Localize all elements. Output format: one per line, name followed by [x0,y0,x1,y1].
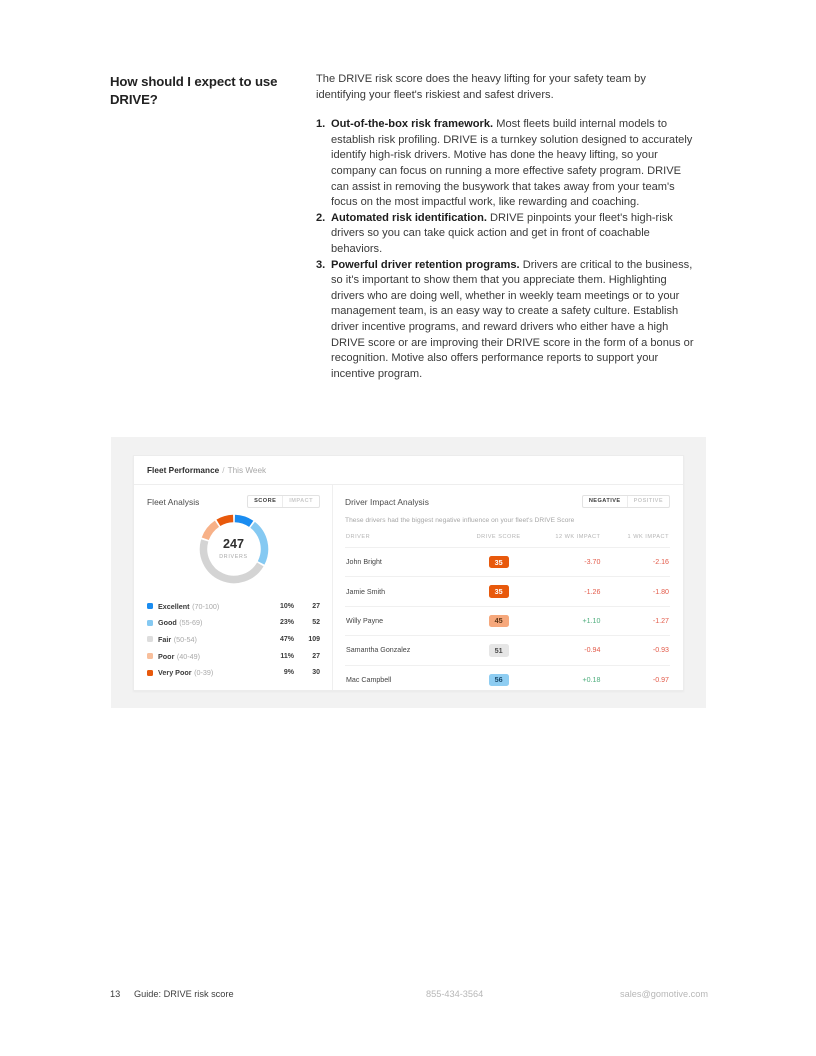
negative-positive-toggle[interactable] [582,495,670,509]
point-text: Drivers are critical to the business, so it's important to show them that you appreciate them. Highlighting drivers who are doing well, whether in weekly team meetings or to your management team, is an easy way to create a safety culture. Establish driver incentive programs, and reward drivers who either have a high DRIVE score or are improving their DRIVE score in the form of a bonus or recognition. Motive also offers performance reports to support your incentive program. [331,258,694,380]
legend-label: Excellent [158,601,190,611]
cell-drive-score [464,636,533,665]
cell-driver-name: Samantha Gonzalez [345,636,464,665]
article-heading: How should I expect to use DRIVE? [110,74,278,107]
cell-drive-score [464,606,533,635]
legend-percent: 23% [279,619,294,627]
cell-driver-name: Willy Payne [345,606,464,635]
page-footer [110,989,708,999]
driver-impact-header [345,495,670,508]
toggle-option-positive[interactable]: POSITIVE [627,496,669,508]
article-section [110,72,694,382]
point-text: DRIVE pinpoints your fleet's high-risk drivers so you can take quick action and get in front of coachable behaviors. [331,211,673,255]
legend-percent: 47% [279,635,294,643]
legend-count: 30 [312,669,320,677]
legend-count: 109 [308,635,320,643]
column-header-12wk-impact: 12 WK IMPACT [555,534,601,540]
donut-total-label: DRIVERS [219,553,248,560]
list-item [316,211,694,258]
article-lede: The DRIVE risk score does the heavy lifting for your safety team by identifying your fleet's riskiest and safest drivers. [316,73,646,101]
table-row[interactable] [345,665,670,694]
legend-count: 27 [312,652,320,660]
card-title: Fleet Performance [147,465,220,475]
status-badge: 45 [489,615,509,627]
donut-legend [147,598,320,681]
cell-drive-score [464,548,533,577]
legend-label: Very Poor [158,668,192,678]
table-row[interactable] [345,636,670,665]
point-text: Most fleets build internal models to establish risk profiling. DRIVE is a turnkey solution designed to accurately identify high-risk drivers. Motive has done the heavy lifting, so your company can focus on running a more effective safety program. DRIVE can assist in removing the busywork that takes away from your team's focus on the most impactful work, like rewarding and coaching. [331,118,693,209]
card-title-separator: / [222,465,225,475]
driver-impact-table [345,533,670,694]
legend-swatch-icon [147,603,153,609]
legend-count: 27 [312,602,320,610]
status-badge: 35 [489,556,509,568]
score-impact-toggle[interactable] [247,495,320,509]
cell-driver-name: John Bright [345,548,464,577]
donut-total-value: 247 [222,537,244,552]
driver-impact-title: Driver Impact Analysis [345,496,429,507]
toggle-option-impact[interactable]: IMPACT [282,496,319,508]
legend-percent: 9% [283,669,294,677]
cell-1wk-impact: -1.27 [601,606,670,635]
toggle-option-score[interactable]: SCORE [254,497,277,504]
legend-range: (0-39) [194,668,214,678]
list-item [316,117,694,211]
fleet-distribution-donut-chart [197,512,271,586]
cell-1wk-impact: -0.97 [601,665,670,694]
cell-1wk-impact: -1.80 [601,577,670,606]
legend-range: (55-69) [179,618,203,628]
cell-1wk-impact: -2.16 [601,548,670,577]
legend-swatch-icon [147,670,153,676]
table-body [345,548,670,694]
card-body [134,485,683,690]
legend-range: (70-100) [192,601,220,611]
cell-12wk-impact: +1.10 [533,606,602,635]
column-header-1wk-impact: 1 WK IMPACT [627,534,669,540]
cell-driver-name: Mac Campbell [345,665,464,694]
toggle-option-negative[interactable]: NEGATIVE [588,497,621,504]
legend-item-fair [147,631,320,648]
status-badge: 51 [489,644,509,656]
legend-percent: 11% [280,652,294,660]
page-number: 13 [110,989,121,999]
cell-12wk-impact: +0.18 [533,665,602,694]
article-body [295,72,694,382]
footer-email[interactable]: sales@gomotive.com [620,989,708,999]
donut-chart-container [147,512,320,586]
table-row[interactable] [345,606,670,635]
cell-12wk-impact: -0.94 [533,636,602,665]
cell-12wk-impact: -3.70 [533,548,602,577]
table-row[interactable] [345,577,670,606]
fleet-performance-card [133,455,684,691]
legend-item-good [147,615,320,632]
fleet-analysis-title: Fleet Analysis [147,496,200,507]
legend-item-very-poor [147,664,320,681]
footer-document-title: Guide: DRIVE risk score [134,989,234,999]
table-head [345,533,670,548]
legend-range: (50-54) [173,634,197,644]
footer-phone: 855-434-3564 [426,989,484,999]
legend-swatch-icon [147,620,153,626]
legend-item-excellent [147,598,320,615]
legend-swatch-icon [147,653,153,659]
legend-swatch-icon [147,636,153,642]
status-badge: 56 [489,674,509,686]
cell-12wk-impact: -1.26 [533,577,602,606]
column-header-driver: DRIVER [346,534,371,540]
cell-1wk-impact: -0.93 [601,636,670,665]
fleet-analysis-panel [134,485,333,690]
fleet-analysis-header [147,495,320,508]
status-badge: 35 [489,585,509,597]
driver-impact-description: These drivers had the biggest negative influence on your fleet's DRIVE Score [345,517,575,524]
legend-label: Fair [158,634,172,644]
cell-driver-name: Jamie Smith [345,577,464,606]
dashboard-screenshot-frame [111,437,706,708]
point-lead: Powerful driver retention programs. [331,258,520,271]
legend-count: 52 [312,619,320,627]
legend-label: Good [158,618,177,628]
driver-impact-panel [333,485,683,690]
legend-label: Poor [158,651,175,661]
table-header-row [345,533,670,548]
point-lead: Out-of-the-box risk framework. [331,118,494,131]
column-header-drive-score: DRIVE SCORE [476,534,521,540]
card-header [134,456,683,485]
table-row[interactable] [345,548,670,577]
legend-range: (40-49) [176,651,201,661]
list-item [316,258,694,383]
legend-percent: 10% [279,602,294,610]
cell-drive-score [464,665,533,694]
article-points-list [316,117,694,382]
cell-drive-score [464,577,533,606]
card-subtitle: This Week [227,465,267,475]
legend-item-poor [147,648,320,665]
point-lead: Automated risk identification. [331,211,487,224]
donut-center-label [197,512,271,586]
